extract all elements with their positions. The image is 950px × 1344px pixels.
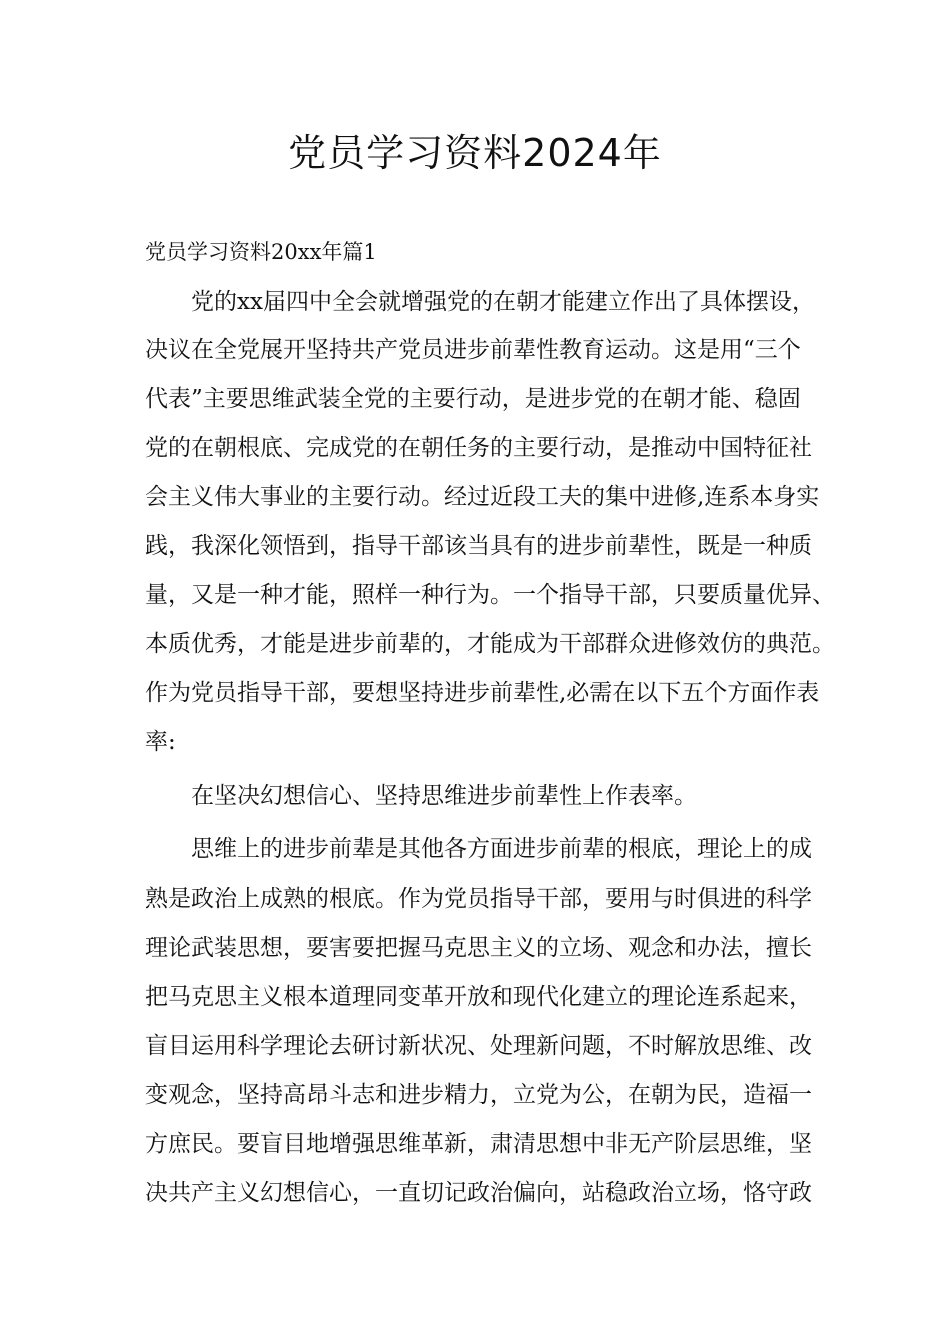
body-text-line: 在坚决幻想信心、坚持思维进步前辈性上作表率。 xyxy=(191,783,697,809)
body-text-line: 党的在朝根底、完成党的在朝任务的主要行动，是推动中国特征社 xyxy=(145,435,812,461)
body-text-line: 熟是政治上成熟的根底。作为党员指导干部，要用与时俱进的科学 xyxy=(145,886,812,912)
body-text-line: 代表”主要思维武装全党的主要行动，是进步党的在朝才能、稳固 xyxy=(145,386,801,412)
body-text-line: 盲目运用科学理论去研讨新状况、处理新问题，不时解放思维、改 xyxy=(145,1033,812,1059)
body-text-line: 本质优秀，才能是进步前辈的，才能成为干部群众进修效仿的典范。 xyxy=(145,631,835,657)
body-text-line: 理论武装思想，要害要把握马克思主义的立场、观念和办法，擅长 xyxy=(145,935,812,961)
body-text-line: 会主义伟大事业的主要行动。经过近段工夫的集中进修,连系本身实 xyxy=(145,484,820,510)
body-text-line: 量，又是一种才能，照样一种行为。一个指导干部，只要质量优异、 xyxy=(145,582,835,608)
body-text-line: 把马克思主义根本道理同变革开放和现代化建立的理论连系起来， xyxy=(145,984,812,1010)
body-text-line: 思维上的进步前辈是其他各方面进步前辈的根底，理论上的成 xyxy=(191,836,812,862)
body-text-line: 作为党员指导干部，要想坚持进步前辈性,必需在以下五个方面作表 xyxy=(145,680,820,706)
body-text-line: 变观念，坚持高昂斗志和进步精力，立党为公，在朝为民，造福一 xyxy=(145,1082,812,1108)
body-text-line: 方庶民。要盲目地增强思维革新，肃清思想中非无产阶层思维，坚 xyxy=(145,1131,812,1157)
body-text-line: 决共产主义幻想信心，一直切记政治偏向，站稳政治立场，恪守政 xyxy=(145,1180,812,1206)
body-text-line: 率: xyxy=(145,729,176,755)
body-text-line: 践，我深化领悟到，指导干部该当具有的进步前辈性，既是一种质 xyxy=(145,533,812,559)
body-text-line: 决议在全党展开坚持共产党员进步前辈性教育运动。这是用“三个 xyxy=(145,337,801,363)
document-title: 党员学习资料2024年 xyxy=(288,131,662,175)
body-text-line: 党的xx届四中全会就增强党的在朝才能建立作出了具体摆设， xyxy=(191,289,815,315)
section-heading: 党员学习资料20xx年篇1 xyxy=(145,240,377,264)
